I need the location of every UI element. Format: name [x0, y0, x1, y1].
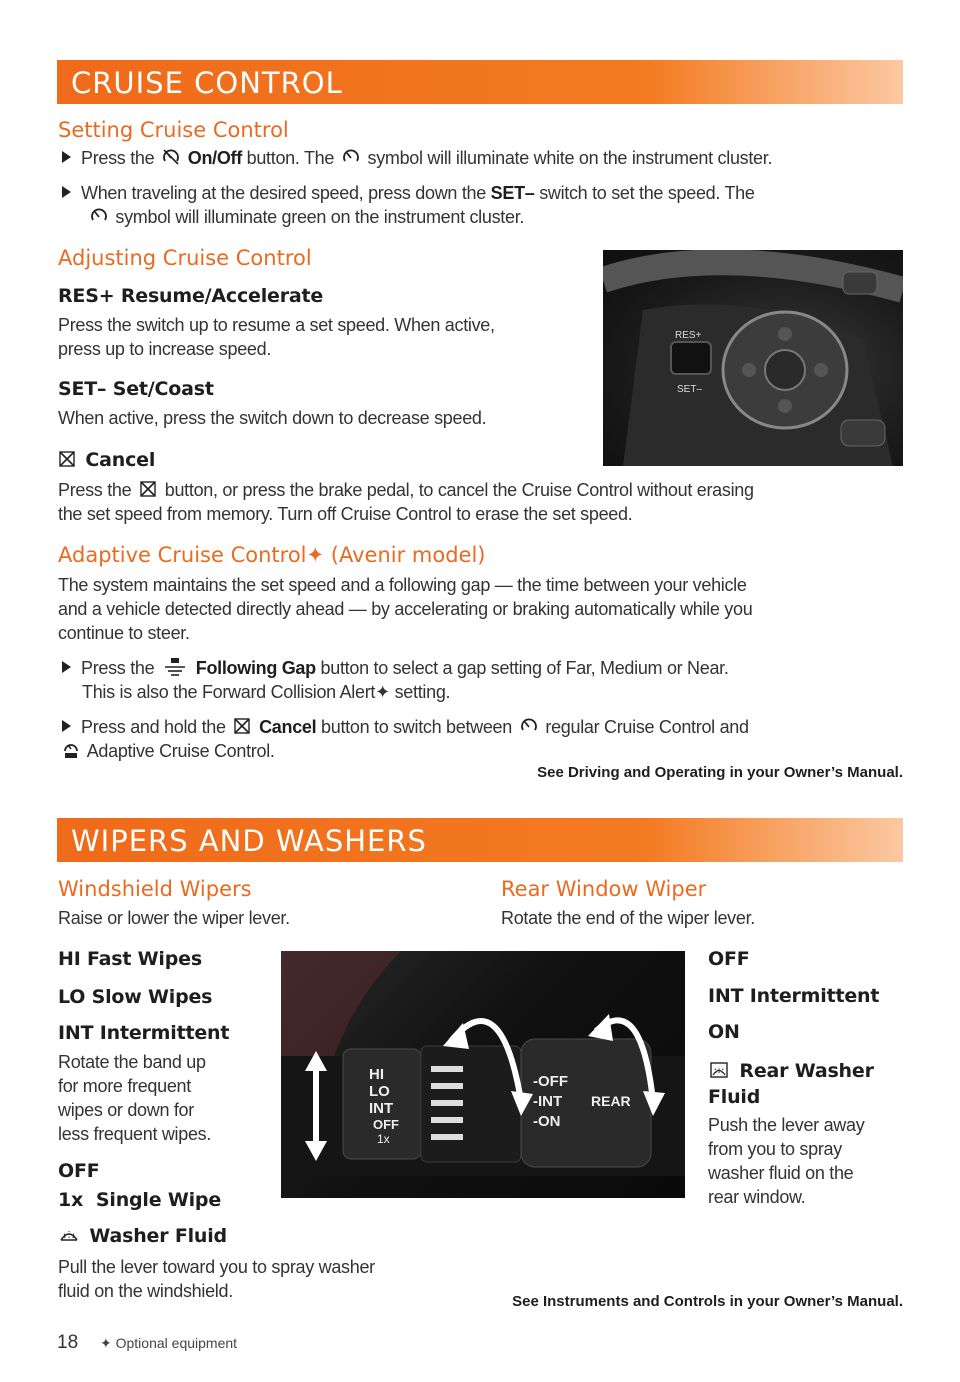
cancel-icon [58, 450, 76, 468]
rear-washer-icon [708, 1061, 730, 1079]
wiper-lever-photo [281, 951, 685, 1198]
setting-bullet-1: Press the On/Off button. The symbol will illuminate white on the instrument cluster. [62, 146, 912, 170]
bullet-arrow-icon [62, 661, 71, 673]
steering-wheel-illustration [603, 250, 903, 466]
single-wipe: 1x Single Wipe [58, 1189, 221, 1211]
page-number: 18 [57, 1332, 79, 1353]
bullet-arrow-icon [62, 720, 71, 732]
following-gap-icon [162, 658, 188, 676]
lever-lo-label: LO [369, 1083, 390, 1100]
rear-washer-title: Rear Washer Fluid [708, 1060, 874, 1108]
bullet-arrow-icon [62, 186, 71, 198]
set-title: SET– Set/Coast [58, 378, 214, 400]
cruise-control-heading: CRUISE CONTROL [71, 66, 343, 100]
steering-wheel-photo [603, 250, 903, 466]
int-text: Rotate the band up for more frequent wipes or down for less frequent wipes. [58, 1052, 212, 1144]
cancel-text: Press the button, or press the brake pedal, to cancel the Cruise Control without erasing the set speed from memory. Turn off Cruise Control to erase the set speed. [58, 480, 754, 524]
photo-res-label: RES+ [675, 330, 702, 341]
cruise-icon [90, 207, 108, 225]
setting-bullet-2: When traveling at the desired speed, press down the SET– switch to set the speed. The symbol will illuminate green on the instrument cluster. [62, 181, 912, 229]
lever-rear-label: REAR [591, 1093, 631, 1109]
washer-fluid-text: Pull the lever toward you to spray washer fluid on the windshield. [58, 1257, 375, 1301]
res-text: Press the switch up to resume a set speed. When active, press up to increase speed. [58, 315, 495, 359]
adaptive-cruise-icon [62, 741, 80, 759]
rear-wiper-title: Rear Window Wiper [501, 877, 707, 901]
rear-on-setting: ON [708, 1021, 740, 1043]
lever-rear-on-label: -ON [533, 1113, 561, 1130]
acc-title: Adaptive Cruise Control✦ (Avenir model) [58, 543, 486, 567]
windshield-wipers-text: Raise or lower the wiper lever. [58, 908, 290, 928]
cruise-icon [342, 148, 360, 166]
set-text: When active, press the switch down to decrease speed. [58, 408, 487, 428]
cancel-icon [233, 717, 251, 735]
washer-fluid-title-row: Washer Fluid [58, 1225, 227, 1247]
rear-off-setting: OFF [708, 948, 750, 970]
hi-fast-wipes: HI Fast Wipes [58, 948, 202, 970]
cruise-icon [162, 148, 180, 166]
lo-slow-wipes: LO Slow Wipes [58, 986, 213, 1008]
cruise-icon [520, 717, 538, 735]
photo-set-label: SET– [677, 384, 703, 395]
lever-hi-label: HI [369, 1066, 384, 1083]
rear-washer-text: Push the lever away from you to spray washer fluid on the rear window. [708, 1115, 865, 1207]
setting-cruise-title: Setting Cruise Control [58, 118, 289, 142]
cruise-control-banner [57, 60, 903, 104]
rear-wiper-text: Rotate the end of the wiper lever. [501, 908, 755, 928]
lever-1x-label: 1x [377, 1132, 390, 1146]
washer-fluid-icon [58, 1226, 80, 1244]
cancel-title-row: Cancel [58, 449, 155, 471]
int-intermittent: INT Intermittent [58, 1022, 230, 1044]
windshield-wipers-title: Windshield Wipers [58, 877, 252, 901]
wipers-heading: WIPERS AND WASHERS [71, 824, 427, 858]
lever-off-label: OFF [373, 1117, 399, 1132]
cancel-icon [139, 480, 157, 498]
rear-int-setting: INT Intermittent [708, 985, 880, 1007]
acc-description: The system maintains the set speed and a following gap — the time between your vehicle and a vehicle detected directly ahead — by accelerating or braking automatically while you continue to steer. [58, 575, 753, 643]
lever-rear-off-label: -OFF [533, 1073, 568, 1090]
acc-bullet-1: Press the Following Gap button to select a gap setting of Far, Medium or Near. This is also the Forward Collision Alert✦ setting. [62, 656, 912, 704]
wipers-reference: See Instruments and Controls in your Owner’s Manual. [512, 1293, 903, 1310]
adjusting-cruise-title: Adjusting Cruise Control [58, 246, 312, 270]
lever-rear-int-label: -INT [533, 1093, 563, 1110]
lever-int-label: INT [369, 1100, 394, 1117]
cruise-reference: See Driving and Operating in your Owner’s Manual. [537, 764, 903, 781]
off-setting: OFF [58, 1160, 100, 1182]
res-title: RES+ Resume/Accelerate [58, 285, 324, 307]
bullet-arrow-icon [62, 151, 71, 163]
wiper-lever-illustration [281, 951, 685, 1198]
wipers-banner [57, 818, 903, 862]
optional-equipment-note: ✦ Optional equipment [100, 1335, 238, 1351]
acc-bullet-2: Press and hold the Cancel button to switch between regular Cruise Control and Adaptive Cruise Control. [62, 715, 912, 763]
